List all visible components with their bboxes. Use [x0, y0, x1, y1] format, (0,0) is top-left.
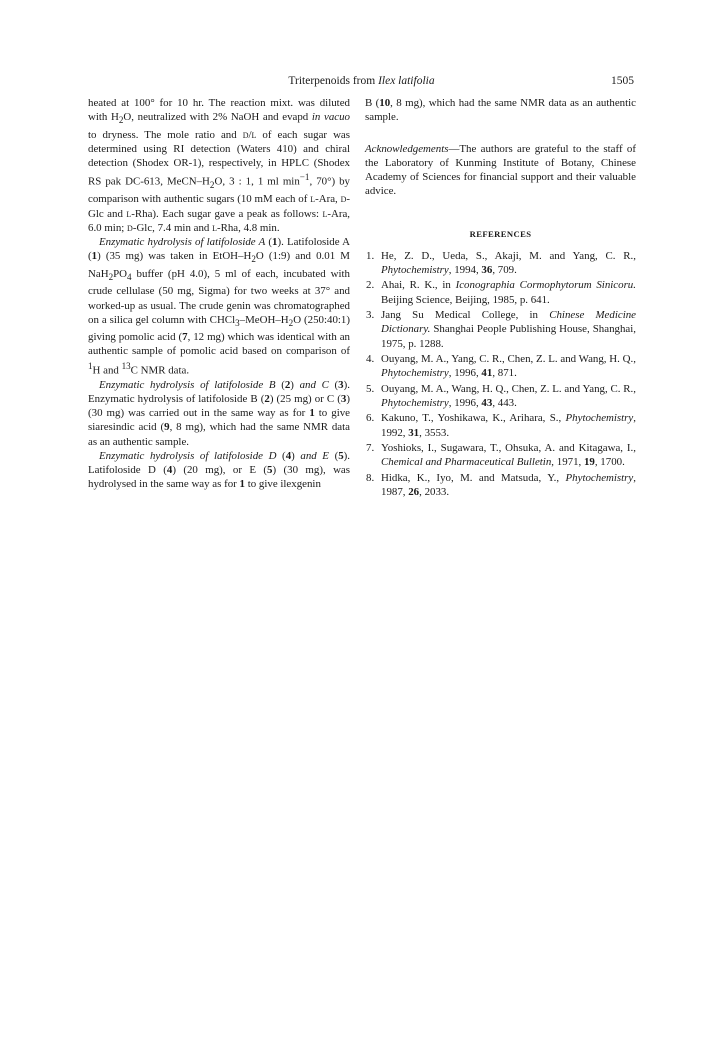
text: O, neutralized with 2% NaOH and evapd	[123, 111, 312, 124]
subscript: 4	[127, 272, 132, 283]
reference-item	[365, 382, 636, 411]
paragraph-latifoloside-b-c	[88, 378, 350, 449]
reference-year: , 1996,	[448, 367, 482, 380]
text: , 70°) by comparison with authentic sugars (10 mM each of	[88, 176, 351, 206]
subscript: 2	[209, 180, 215, 191]
text: )	[290, 378, 300, 391]
subscript: 2	[288, 317, 294, 328]
references-heading: REFERENCES	[469, 228, 532, 239]
reference-authors: Ahai, R. K., in	[381, 279, 456, 292]
page-number: 1505	[611, 75, 634, 87]
text: ) (25 mg) or C (	[269, 392, 341, 405]
reference-source: Phytochemistry	[565, 471, 634, 484]
reference-volume: 26	[408, 486, 420, 499]
text: (	[275, 378, 285, 391]
text: , 8 mg), which had the same NMR data as an authentic sample.	[88, 421, 350, 448]
subscript: 3	[235, 317, 240, 328]
text: -Rha, 4.8 min.	[216, 221, 280, 234]
right-column	[365, 96, 636, 501]
reference-authors: Kakuno, T., Yoshikawa, K., Arihara, S.,	[381, 412, 566, 425]
text: (	[276, 449, 286, 462]
compound-number: 4	[285, 449, 292, 462]
text: ) (30 mg), was hydrolysed in the same way as for	[88, 464, 351, 491]
text: (	[265, 236, 273, 249]
acknowledgements-heading: Acknowledgements	[365, 142, 449, 155]
reference-source: Phytochemistry	[381, 397, 449, 409]
reference-source: Chinese Medicine Dictionary.	[381, 309, 637, 336]
small-caps-text: l	[322, 207, 328, 220]
compound-number: 2	[284, 378, 291, 391]
text: -Ara, 6.0 min;	[88, 207, 351, 234]
reference-publisher: Shanghai People Publishing House, Shanghai, 1975, p. 1288.	[381, 323, 636, 350]
text: , 12 mg) which was identical with an authentic sample of pomolic acid based on comparison of	[88, 331, 351, 358]
text: -Glc, 7.4 min and	[132, 221, 213, 234]
reference-authors: Ouyang, M. A., Yang, C. R., Chen, Z. L. and Wang, H. Q.,	[381, 353, 636, 366]
compound-number: 1	[91, 250, 98, 263]
subscript: 2	[108, 272, 114, 283]
text: , 8 mg), which had the same NMR data as an authentic sample.	[365, 97, 636, 124]
reference-item	[365, 471, 636, 500]
running-header-species: Ilex latifolia	[378, 75, 435, 87]
text: )	[291, 449, 301, 462]
superscript: 1	[88, 360, 93, 371]
reference-item	[365, 308, 636, 351]
section-heading: Enzymatic hydrolysis of latifoloside A	[99, 236, 266, 249]
compound-number: 1	[309, 407, 315, 420]
reference-volume: 36	[481, 264, 493, 276]
compound-number: 4	[166, 464, 173, 477]
reference-number: 2.	[366, 279, 375, 292]
reference-number: 3.	[366, 309, 375, 322]
text: O (1:9) and 0.01 M NaH	[88, 250, 350, 280]
compound-number: 3	[340, 392, 347, 405]
superscript: −1	[299, 172, 310, 183]
text: to give ilexgenin	[244, 478, 321, 491]
paragraph-hydrolysis-conditions	[88, 96, 350, 235]
compound-number: 5	[338, 449, 344, 462]
reference-volume: 19	[583, 456, 595, 469]
text: (	[328, 449, 339, 462]
compound-number: 10	[379, 97, 391, 109]
small-caps-text: l	[310, 193, 316, 206]
small-caps-text: d/l	[242, 128, 257, 141]
reference-source: Phytochemistry	[381, 264, 449, 276]
text: ). Enzymatic hydrolysis of latifoloside B (	[88, 378, 350, 405]
text: (	[328, 378, 339, 391]
reference-volume: 31	[408, 426, 420, 439]
subscript: 2	[251, 254, 256, 265]
section-heading: and E	[300, 449, 329, 462]
reference-source: Chemical and Pharmaceutical Bulletin	[381, 456, 552, 469]
acknowledgements	[365, 142, 636, 199]
reference-source: Phytochemistry	[381, 367, 449, 380]
reference-year: , 1994,	[448, 264, 482, 276]
text: –MeOH–H	[239, 313, 289, 326]
references-list	[365, 249, 636, 500]
reference-year: , 1992,	[381, 412, 636, 439]
subscript: 2	[118, 115, 124, 126]
text: H and	[92, 364, 122, 377]
small-caps-text: d	[340, 193, 347, 206]
compound-number: 1	[272, 236, 278, 249]
text: PO	[113, 267, 128, 280]
reference-number: 5.	[366, 382, 375, 395]
text: to dryness. The mole ratio and	[88, 128, 243, 141]
reference-item	[365, 411, 636, 440]
reference-authors: He, Z. D., Ueda, S., Akaji, M. and Yang, C. R.,	[381, 249, 636, 262]
reference-authors: Yoshioks, I., Sugawara, T., Ohsuka, A. and Kitagawa, I.,	[381, 442, 636, 455]
text: C NMR data.	[130, 364, 190, 377]
reference-item	[365, 249, 636, 278]
paragraph-continuation	[365, 96, 636, 125]
reference-pages: , 443.	[492, 397, 517, 409]
text: ) (30 mg) was carried out in the same way as for	[88, 392, 350, 420]
reference-item	[365, 441, 636, 470]
reference-authors: Hidka, K., Iyo, M. and Matsuda, Y.,	[381, 471, 566, 484]
reference-year: , 1971,	[551, 456, 584, 469]
text: -Glc and	[88, 193, 350, 220]
reference-pages: , 2033.	[419, 486, 450, 499]
reference-volume: 41	[481, 367, 493, 380]
text: ) (35 mg) was taken in EtOH–H	[97, 250, 252, 263]
reference-number: 6.	[366, 412, 375, 425]
compound-number: 2	[264, 392, 270, 405]
reference-pages: , 3553.	[419, 426, 450, 439]
reference-year: , 1996,	[448, 397, 482, 409]
reference-source: Iconographia Cormophytorum Sinicoru.	[455, 279, 636, 292]
compound-number: 9	[164, 421, 170, 434]
paragraph-latifoloside-d-e	[88, 449, 350, 492]
compound-number: 7	[182, 331, 188, 344]
reference-pages: , 871.	[492, 367, 517, 380]
text: heated at 100° for 10 hr. The reaction mixt. was diluted with H	[88, 97, 350, 124]
section-heading: and C	[299, 378, 329, 391]
reference-number: 7.	[366, 442, 375, 455]
compound-number: 3	[338, 378, 344, 391]
reference-authors: Jang Su Medical College, in	[381, 309, 550, 322]
small-caps-text: l	[126, 207, 132, 220]
text: ). Latifoloside D (	[88, 449, 351, 477]
small-caps-text: l	[212, 221, 217, 234]
text: B (	[365, 97, 380, 109]
running-header-text: Triterpenoids from	[288, 75, 379, 87]
text: -Ara,	[315, 193, 341, 206]
compound-number: 5	[267, 464, 273, 477]
text: O, 3 : 1, 1 ml min	[214, 176, 300, 189]
reference-publisher: Beijing Science, Beijing, 1985, p. 641.	[381, 293, 550, 306]
reference-number: 1.	[366, 249, 375, 262]
text: of each sugar was determined using RI detection (Waters 410) and chiral detection (Shodex OR-1), respectively, in HPLC (Shodex RS pak DC-613, MeCN–H	[88, 128, 351, 189]
paragraph-latifoloside-a	[88, 235, 350, 377]
text: ). Latifoloside A (	[88, 236, 350, 263]
reference-year: , 1987,	[381, 471, 636, 499]
text: -Rha). Each sugar gave a peak as follows:	[131, 207, 323, 220]
left-column	[88, 96, 350, 492]
reference-number: 4.	[366, 353, 375, 366]
text: ) (20 mg), or E (	[172, 464, 268, 477]
compound-number: 1	[239, 478, 245, 491]
reference-volume: 43	[481, 397, 493, 409]
reference-item	[365, 352, 636, 381]
section-heading: Enzymatic hydrolysis of latifoloside D	[99, 449, 277, 462]
reference-pages: , 709.	[492, 264, 517, 276]
text: buffer (pH 4.0), 5 ml of each, incubated with crude cellulase (50 mg, Sigma) for two weeks at 37° and worked-up as usual. The crude genin was chromatographed on a silica gel column with CHCl	[88, 267, 350, 326]
reference-number: 8.	[366, 471, 375, 484]
reference-item	[365, 278, 636, 307]
section-heading: Enzymatic hydrolysis of latifoloside B	[99, 378, 276, 391]
small-caps-text: d	[127, 221, 133, 234]
superscript: 13	[121, 360, 131, 371]
text: to give siaresindic acid (	[88, 407, 351, 434]
acknowledgements-text: —The authors are grateful to the staff of the Laboratory of Kunming Institute of Botany, Chinese Academy of Sciences for financial support and their valuable advice.	[365, 142, 636, 198]
italic-text: in vacuo	[311, 111, 351, 124]
reference-authors: Ouyang, M. A., Wang, H. Q., Chen, Z. L. and Yang, C. R.,	[381, 382, 636, 395]
reference-pages: , 1700.	[594, 456, 625, 469]
text: O (250:40:1) giving pomolic acid (	[88, 313, 350, 344]
reference-source: Phytochemistry	[565, 412, 634, 425]
